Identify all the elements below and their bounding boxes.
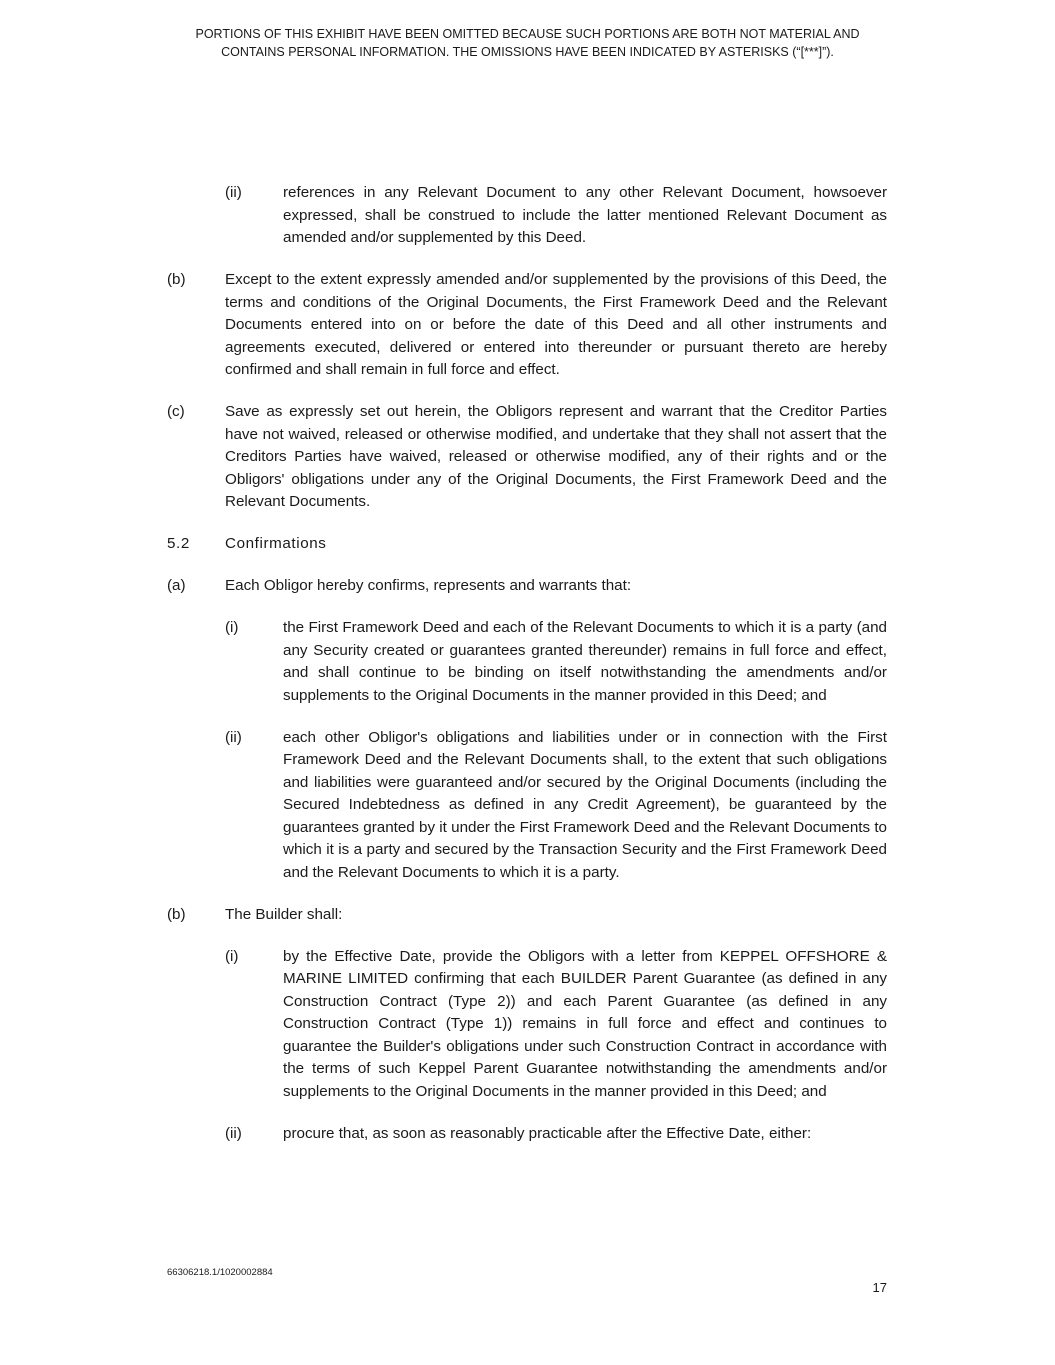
clause-b [0,269,1055,382]
clause-label: (b) [167,905,186,923]
clause-5-2-a-i [0,617,1055,707]
clause-5-2-b-ii [0,1123,1055,1146]
clause-text: Except to the extent expressly amended and/or supplemented by the provisions of this Deed, the terms and conditions of the Original Documents, the First Framework Deed and the Relevant Documents entered into on or before the date of this Deed and all other instruments and agreements executed, delivered or entered into thereunder or pursuant thereto are hereby confirmed and shall remain in full force and effect. [225,271,887,378]
section-number: 5.2 [167,535,190,552]
clause-label: (i) [225,947,239,965]
clause-5-2-a [0,575,1055,598]
clause-text: The Builder shall: [225,905,343,923]
page-number: 17 [872,1280,887,1295]
clause-label: (ii) [225,728,242,746]
omission-notice-line-1: PORTIONS OF THIS EXHIBIT HAVE BEEN OMITTED BECAUSE SUCH PORTIONS ARE BOTH NOT MATERIAL AND [195,27,860,41]
clause-text: Save as expressly set out herein, the Obligors represent and warrant that the Creditor Parties have not waived, released or otherwise modified, and undertake that they shall not assert that the Creditors Parties have waived, released or otherwise modified, any of their rights and or the Obligors' obligations under any of the Original Documents, the First Framework Deed and the Relevant Documents. [225,403,887,510]
clause-label: (ii) [225,184,242,201]
clause-a-ii-continued [0,182,1055,250]
clause-text: each other Obligor's obligations and liabilities under or in connection with the First Framework Deed and the Relevant Documents shall, to the extent that such obligations and liabilities were guaranteed and/or secured by the Original Documents (including the Secured Indebtedness as defined in any Credit Agreement), be guaranteed by the guarantees granted by it under the First Framework Deed and the Relevant Documents to which it is a party and secured by the Transaction Security and the First Framework Deed and the Relevant Documents to which it is a party. [283,728,887,881]
clause-5-2-b-i [0,946,1055,1104]
clause-label: (i) [225,619,239,636]
clause-label: (ii) [225,1124,242,1142]
clause-label: (b) [167,271,186,288]
clause-text: by the Effective Date, provide the Obligors with a letter from KEPPEL OFFSHORE & MARINE LIMITED confirming that each BUILDER Parent Guarantee (as defined in any Construction Contract (Type 2)) and each Parent Guarantee (as defined in any Construction Contract (Type 1)) remains in full force and effect and continues to guarantee the Builder's obligations under such Construction Contract in accordance with the terms of such Keppel Parent Guarantee notwithstanding the amendments and/or supplements to the Original Documents in the manner provided in this Deed; and [283,947,887,1100]
omission-notice [120,25,935,61]
document-reference: 66306218.1/1020002884 [167,1267,273,1278]
clause-text: Each Obligor hereby confirms, represents and warrants that: [225,577,632,594]
clause-c [0,401,1055,514]
clause-label: (c) [167,403,185,420]
omission-notice-line-2: CONTAINS PERSONAL INFORMATION. THE OMISSIONS HAVE BEEN INDICATED BY ASTERISKS (“[***]”). [221,45,834,59]
section-title: Confirmations [225,535,327,552]
clause-5-2-b [0,904,1055,927]
section-heading-5-2 [0,533,1055,556]
document-body [0,182,1055,1165]
clause-text: references in any Relevant Document to any other Relevant Document, howsoever expressed, shall be construed to include the latter mentioned Relevant Document as amended and/or supplemented by this Deed. [283,184,887,246]
clause-text: procure that, as soon as reasonably practicable after the Effective Date, either: [283,1124,812,1142]
clause-5-2-a-ii [0,727,1055,885]
clause-label: (a) [167,577,186,594]
clause-text: the First Framework Deed and each of the Relevant Documents to which it is a party (and any Security created or guarantees granted thereunder) remains in full force and effect, and shall continue to be binding on itself notwithstanding the amendments and/or supplements to the Original Documents in the manner provided in this Deed; and [283,619,887,704]
